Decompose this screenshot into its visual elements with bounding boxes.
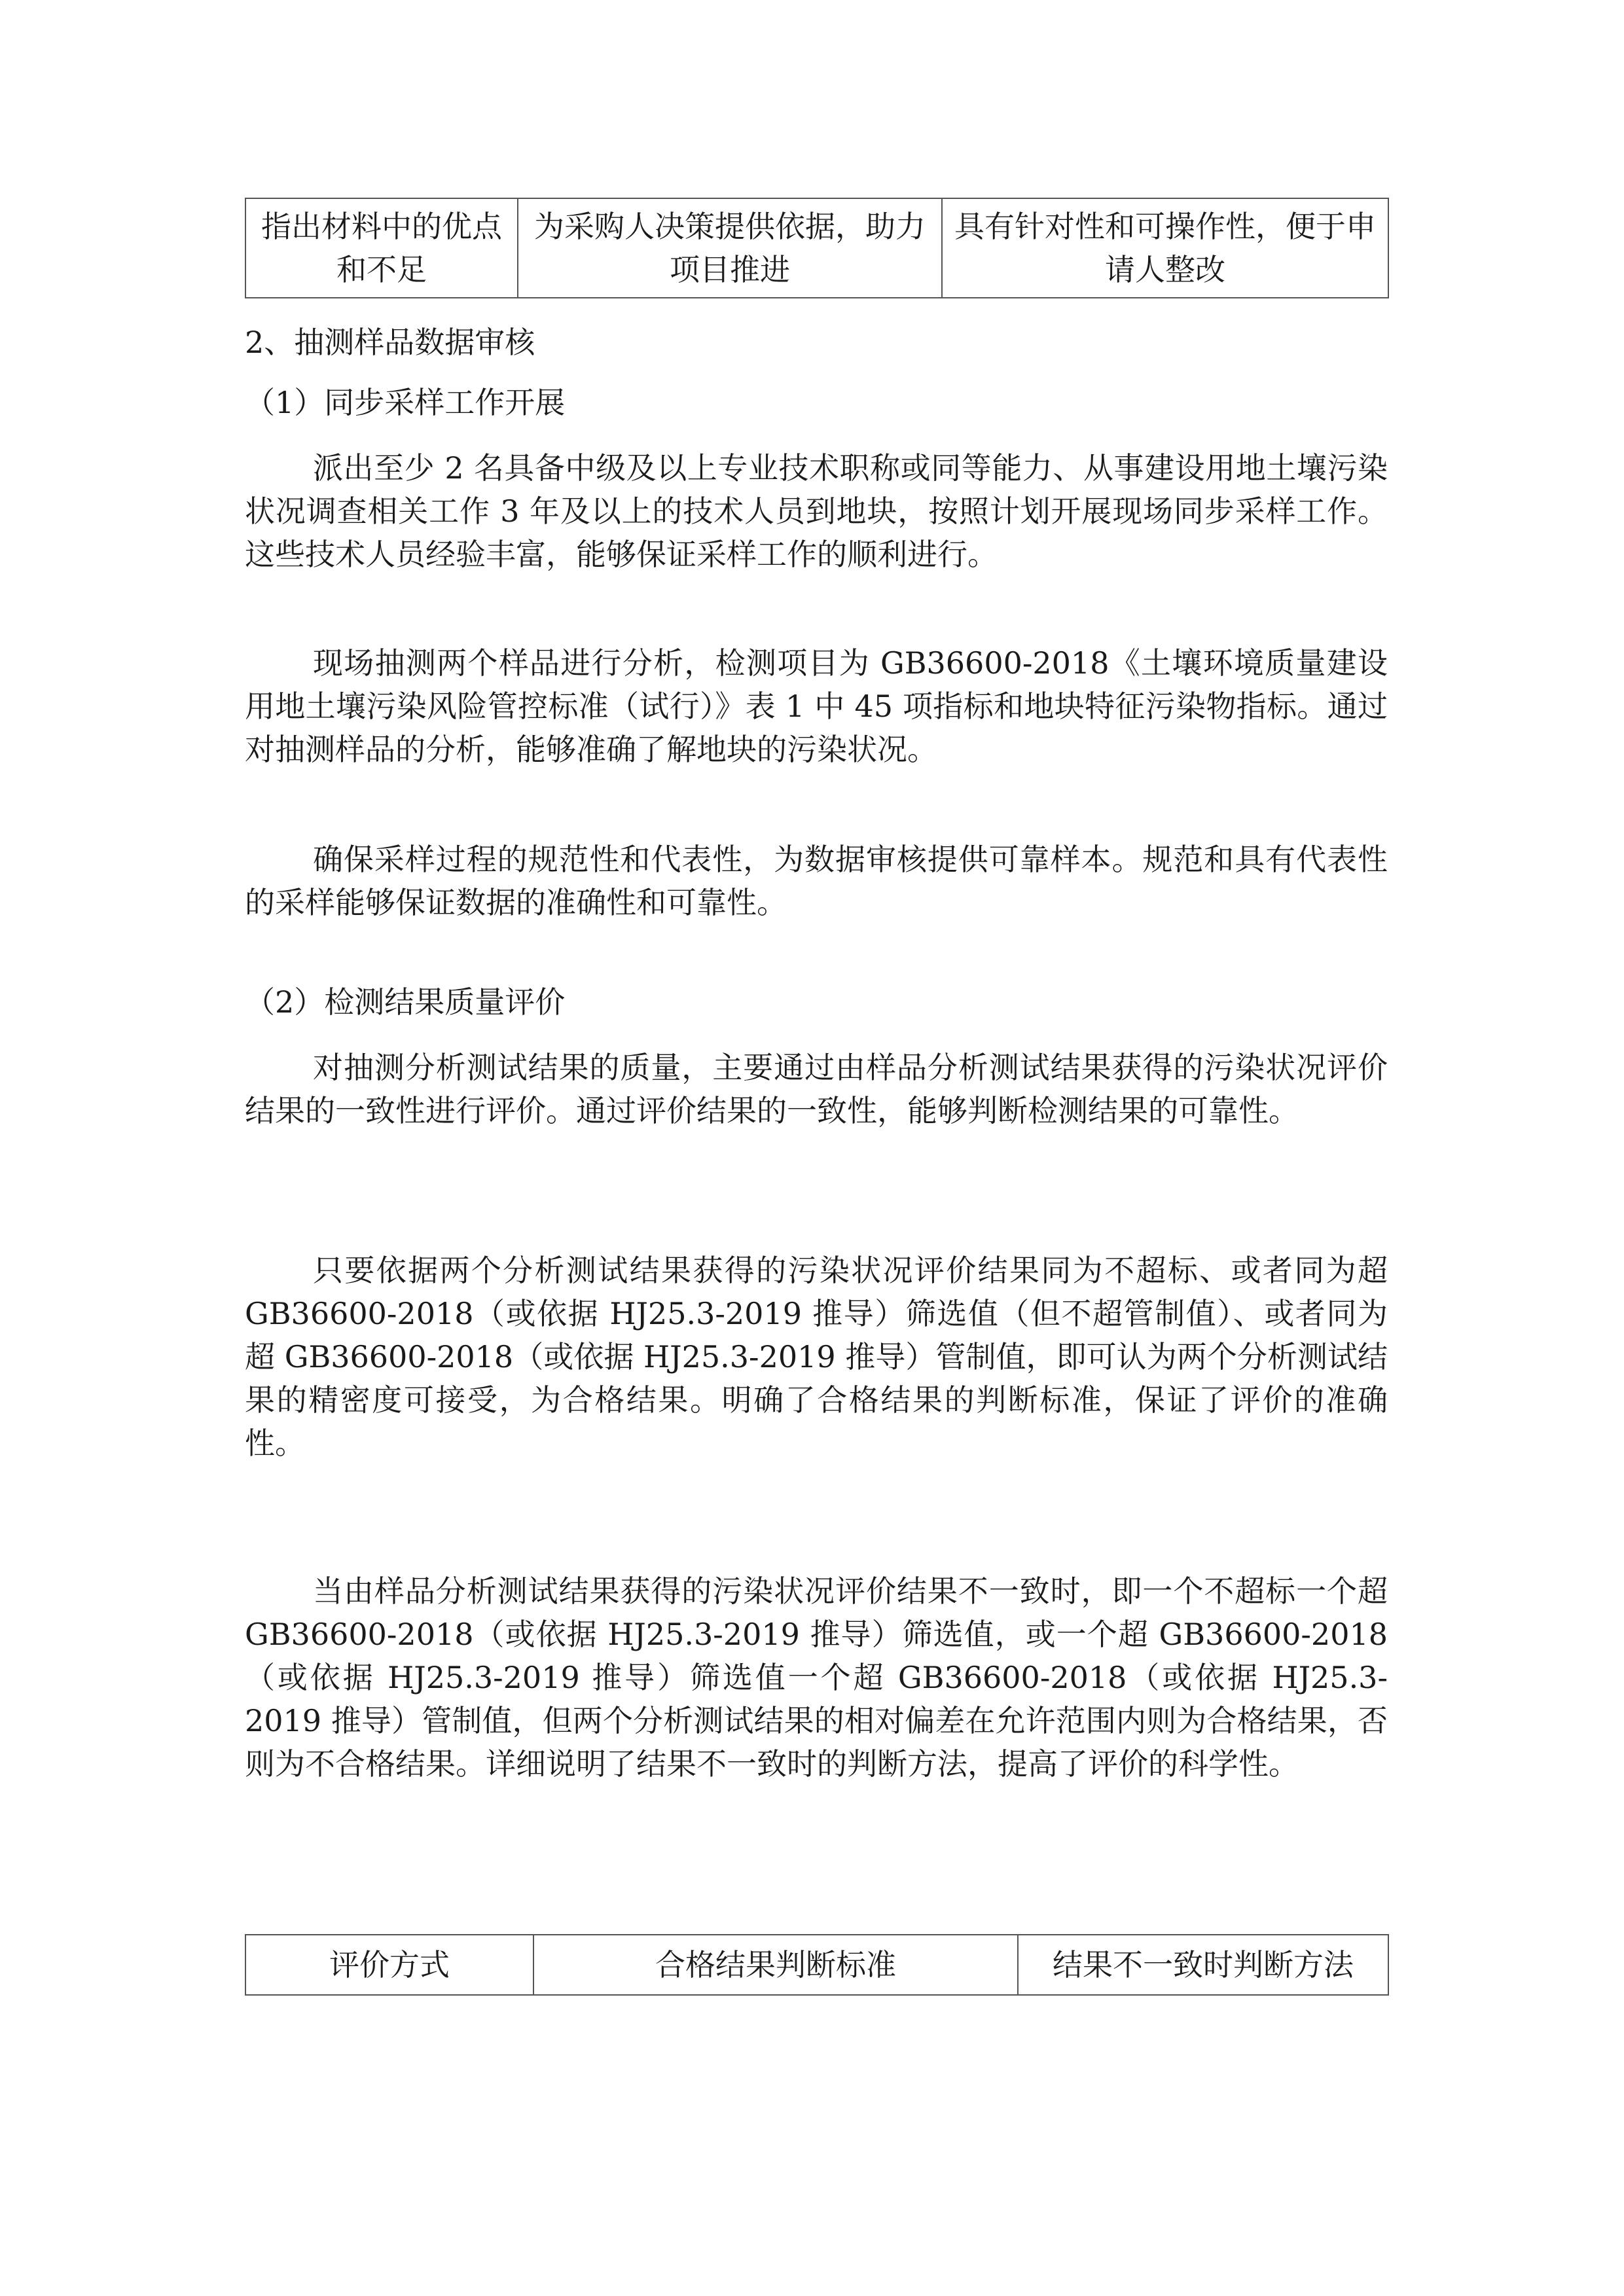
table-row [245, 198, 1388, 298]
paragraph: 只要依据两个分析测试结果获得的污染状况评价结果同为不超标、或者同为超 GB36600-2018（或依据 HJ25.3-2019 推导）筛选值（但不超管制值）、或者同为超 GB36600-2018（或依据 HJ25.3-2019 推导）管制值，即可认为两个分析测试结果的精密度可接受，为合格结果。明确了合格结果的判断标准，保证了评价的准确性。 [245, 1253, 1388, 1461]
summary-table [245, 198, 1389, 298]
subsection-heading: （1）同步采样工作开展 [245, 385, 566, 420]
section-heading: 2、抽测样品数据审核 [245, 325, 535, 360]
table-cell: 为采购人决策提供依据，助力项目推进 [518, 198, 942, 298]
subsection-heading: （2）检测结果质量评价 [245, 984, 566, 1020]
evaluation-table [245, 1934, 1389, 1996]
table-header-cell: 评价方式 [245, 1935, 533, 1995]
paragraph: 派出至少 2 名具备中级及以上专业技术职称或同等能力、从事建设用地土壤污染状况调查相关工作 3 年及以上的技术人员到地块，按照计划开展现场同步采样工作。这些技术人员经验丰富，能够保证采样工作的顺利进行。 [245, 450, 1388, 572]
table-header-cell: 合格结果判断标准 [533, 1935, 1018, 1995]
paragraph: 当由样品分析测试结果获得的污染状况评价结果不一致时，即一个不超标一个超 GB36600-2018（或依据 HJ25.3-2019 推导）筛选值，或一个超 GB36600-2018（或依据 HJ25.3-2019 推导）筛选值一个超 GB36600-2018（或依据 HJ25.3-2019 推导）管制值，但两个分析测试结果的相对偏差在允许范围内则为合格结果，否则为不合格结果。详细说明了结果不一致时的判断方法，提高了评价的科学性。 [245, 1573, 1388, 1782]
table-header-row [245, 1935, 1388, 1995]
paragraph: 确保采样过程的规范性和代表性，为数据审核提供可靠样本。规范和具有代表性的采样能够保证数据的准确性和可靠性。 [245, 842, 1388, 920]
table-header-cell: 结果不一致时判断方法 [1018, 1935, 1388, 1995]
table-cell: 指出材料中的优点和不足 [245, 198, 518, 298]
table-cell: 具有针对性和可操作性，便于申请人整改 [942, 198, 1388, 298]
paragraph: 现场抽测两个样品进行分析，检测项目为 GB36600-2018《土壤环境质量建设用地土壤污染风险管控标准（试行）》表 1 中 45 项指标和地块特征污染物指标。通过对抽测样品的分析，能够准确了解地块的污染状况。 [245, 645, 1388, 767]
paragraph: 对抽测分析测试结果的质量，主要通过由样品分析测试结果获得的污染状况评价结果的一致性进行评价。通过评价结果的一致性，能够判断检测结果的可靠性。 [245, 1050, 1388, 1128]
